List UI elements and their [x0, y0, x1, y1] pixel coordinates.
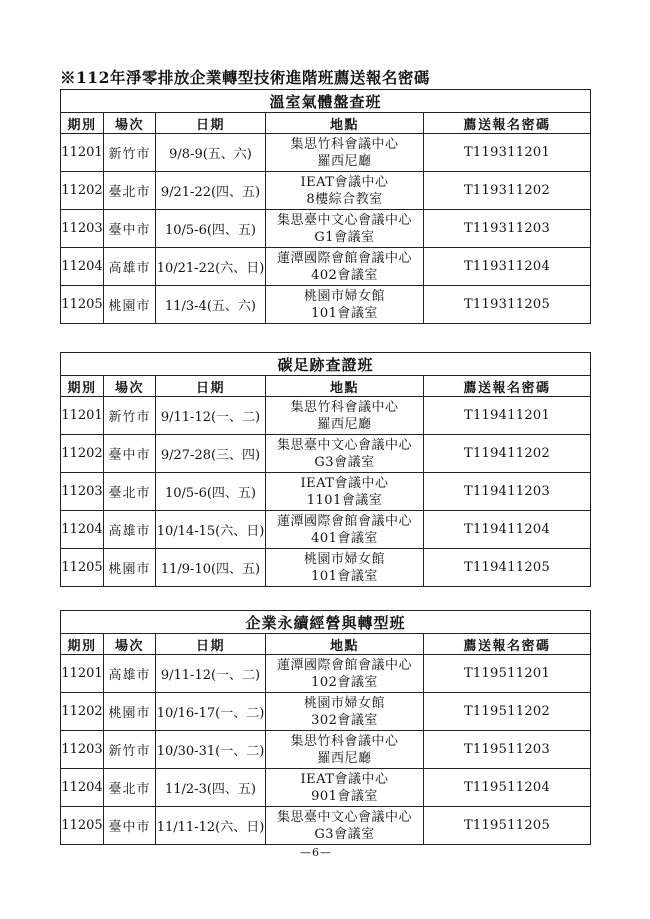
table-row	[61, 511, 591, 549]
date-cell: 11/9-10(四、五)	[156, 549, 266, 587]
location-room: 1101會議室	[306, 492, 383, 508]
location-room: 401會議室	[311, 530, 378, 546]
period-cell: 11201	[61, 397, 104, 435]
location-line: 桃園市婦女館	[303, 695, 385, 711]
code-cell: T119411203	[424, 473, 591, 511]
date-cell: 10/16-17(一、二)	[156, 693, 266, 731]
code-cell: T119511203	[424, 731, 591, 769]
location-room: 102會議室	[311, 674, 378, 690]
location-room: 羅西尼廳	[317, 750, 372, 766]
header-code: 薦送報名密碼	[424, 376, 591, 397]
header-period: 期別	[61, 376, 104, 397]
date-cell: 9/11-12(一、二)	[156, 397, 266, 435]
code-cell: T119311204	[424, 248, 591, 286]
table-row	[61, 397, 591, 435]
date-cell: 11/11-12(六、日)	[156, 807, 266, 845]
venue-cell: 臺北市	[104, 473, 156, 511]
location-cell	[266, 286, 424, 324]
code-cell: T119411204	[424, 511, 591, 549]
date-cell: 10/21-22(六、日)	[156, 248, 266, 286]
header-period: 期別	[61, 113, 104, 134]
date-cell: 10/14-15(六、日)	[156, 511, 266, 549]
location-cell	[266, 172, 424, 210]
location-line: 集思竹科會議中心	[290, 136, 399, 152]
location-line: 集思臺中文心會議中心	[276, 809, 412, 825]
period-cell: 11201	[61, 655, 104, 693]
venue-cell: 桃園市	[104, 549, 156, 587]
location-room: 8樓綜合教室	[306, 191, 383, 207]
period-cell: 11204	[61, 248, 104, 286]
date-cell: 10/5-6(四、五)	[156, 473, 266, 511]
header-row	[61, 113, 591, 134]
code-cell: T119411202	[424, 435, 591, 473]
header-code: 薦送報名密碼	[424, 113, 591, 134]
code-cell: T119511201	[424, 655, 591, 693]
location-line: 桃園市婦女館	[303, 551, 385, 567]
location-cell	[266, 473, 424, 511]
location-room: 羅西尼廳	[317, 153, 372, 169]
period-cell: 11203	[61, 210, 104, 248]
venue-cell: 桃園市	[104, 693, 156, 731]
code-cell: T119411205	[424, 549, 591, 587]
code-cell: T119411201	[424, 397, 591, 435]
period-cell: 11204	[61, 511, 104, 549]
location-cell	[266, 693, 424, 731]
location-cell	[266, 210, 424, 248]
header-date: 日期	[156, 634, 266, 655]
venue-cell: 新竹市	[104, 134, 156, 172]
date-cell: 9/11-12(一、二)	[156, 655, 266, 693]
venue-cell: 臺北市	[104, 172, 156, 210]
code-cell: T119311203	[424, 210, 591, 248]
table-row	[61, 473, 591, 511]
section-ghg-inventory	[60, 89, 590, 324]
header-period: 期別	[61, 634, 104, 655]
location-cell	[266, 549, 424, 587]
location-line: 集思竹科會議中心	[290, 399, 399, 415]
location-cell	[266, 731, 424, 769]
period-cell: 11202	[61, 693, 104, 731]
schedule-table	[60, 352, 591, 587]
location-cell	[266, 435, 424, 473]
location-room: G1會議室	[314, 229, 375, 245]
table-row	[61, 549, 591, 587]
period-cell: 11201	[61, 134, 104, 172]
period-cell: 11203	[61, 473, 104, 511]
date-cell: 11/2-3(四、五)	[156, 769, 266, 807]
location-line: 蓮潭國際會館會議中心	[276, 513, 412, 529]
location-line: 蓮潭國際會館會議中心	[276, 250, 412, 266]
location-cell	[266, 807, 424, 845]
section-title: 企業永續經營與轉型班	[61, 611, 591, 634]
venue-cell: 臺中市	[104, 210, 156, 248]
location-cell	[266, 769, 424, 807]
date-cell: 10/5-6(四、五)	[156, 210, 266, 248]
venue-cell: 新竹市	[104, 397, 156, 435]
venue-cell: 高雄市	[104, 655, 156, 693]
table-row	[61, 693, 591, 731]
location-line: IEAT會議中心	[300, 771, 389, 787]
header-row	[61, 634, 591, 655]
section-carbon-footprint	[60, 352, 590, 587]
code-cell: T119311201	[424, 134, 591, 172]
schedule-table	[60, 610, 591, 845]
location-room: 402會議室	[311, 267, 378, 283]
location-room: 101會議室	[311, 568, 378, 584]
venue-cell: 臺中市	[104, 435, 156, 473]
date-cell: 9/21-22(四、五)	[156, 172, 266, 210]
date-cell: 9/27-28(三、四)	[156, 435, 266, 473]
header-location: 地點	[266, 113, 424, 134]
header-venue: 場次	[104, 634, 156, 655]
header-code: 薦送報名密碼	[424, 634, 591, 655]
table-row	[61, 731, 591, 769]
section-title: 碳足跡查證班	[61, 353, 591, 376]
period-cell: 11205	[61, 549, 104, 587]
location-line: IEAT會議中心	[300, 174, 389, 190]
date-cell: 9/8-9(五、六)	[156, 134, 266, 172]
header-date: 日期	[156, 376, 266, 397]
location-room: 101會議室	[311, 305, 378, 321]
table-row	[61, 210, 591, 248]
code-cell: T119511202	[424, 693, 591, 731]
period-cell: 11202	[61, 172, 104, 210]
location-cell	[266, 655, 424, 693]
period-cell: 11205	[61, 286, 104, 324]
section-title: 溫室氣體盤查班	[61, 90, 591, 113]
header-row	[61, 376, 591, 397]
code-cell: T119311205	[424, 286, 591, 324]
page-number: —6—	[300, 846, 332, 859]
venue-cell: 高雄市	[104, 511, 156, 549]
table-row	[61, 172, 591, 210]
location-cell	[266, 397, 424, 435]
period-cell: 11202	[61, 435, 104, 473]
table-row	[61, 807, 591, 845]
period-cell: 11204	[61, 769, 104, 807]
header-location: 地點	[266, 376, 424, 397]
location-line: 集思竹科會議中心	[290, 733, 399, 749]
header-venue: 場次	[104, 376, 156, 397]
location-room: 901會議室	[311, 788, 378, 804]
date-cell: 10/30-31(一、二)	[156, 731, 266, 769]
venue-cell: 桃園市	[104, 286, 156, 324]
header-venue: 場次	[104, 113, 156, 134]
location-line: 集思臺中文心會議中心	[276, 437, 412, 453]
location-line: 蓮潭國際會館會議中心	[276, 657, 412, 673]
date-cell: 11/3-4(五、六)	[156, 286, 266, 324]
venue-cell: 高雄市	[104, 248, 156, 286]
table-row	[61, 435, 591, 473]
period-cell: 11205	[61, 807, 104, 845]
table-row	[61, 655, 591, 693]
schedule-table	[60, 89, 591, 324]
location-cell	[266, 248, 424, 286]
venue-cell: 臺中市	[104, 807, 156, 845]
venue-cell: 新竹市	[104, 731, 156, 769]
table-row	[61, 286, 591, 324]
period-cell: 11203	[61, 731, 104, 769]
code-cell: T119511205	[424, 807, 591, 845]
venue-cell: 臺北市	[104, 769, 156, 807]
header-location: 地點	[266, 634, 424, 655]
location-cell	[266, 134, 424, 172]
location-room: 302會議室	[311, 712, 378, 728]
page-title: ※112年淨零排放企業轉型技術進階班薦送報名密碼	[60, 68, 430, 87]
location-cell	[266, 511, 424, 549]
location-line: 集思臺中文心會議中心	[276, 212, 412, 228]
location-room: 羅西尼廳	[317, 416, 372, 432]
code-cell: T119311202	[424, 172, 591, 210]
table-row	[61, 134, 591, 172]
table-row	[61, 769, 591, 807]
location-line: IEAT會議中心	[300, 475, 389, 491]
location-room: G3會議室	[314, 454, 375, 470]
header-date: 日期	[156, 113, 266, 134]
table-row	[61, 248, 591, 286]
location-line: 桃園市婦女館	[303, 288, 385, 304]
section-sustainable-transformation	[60, 610, 590, 845]
location-room: G3會議室	[314, 826, 375, 842]
code-cell: T119511204	[424, 769, 591, 807]
